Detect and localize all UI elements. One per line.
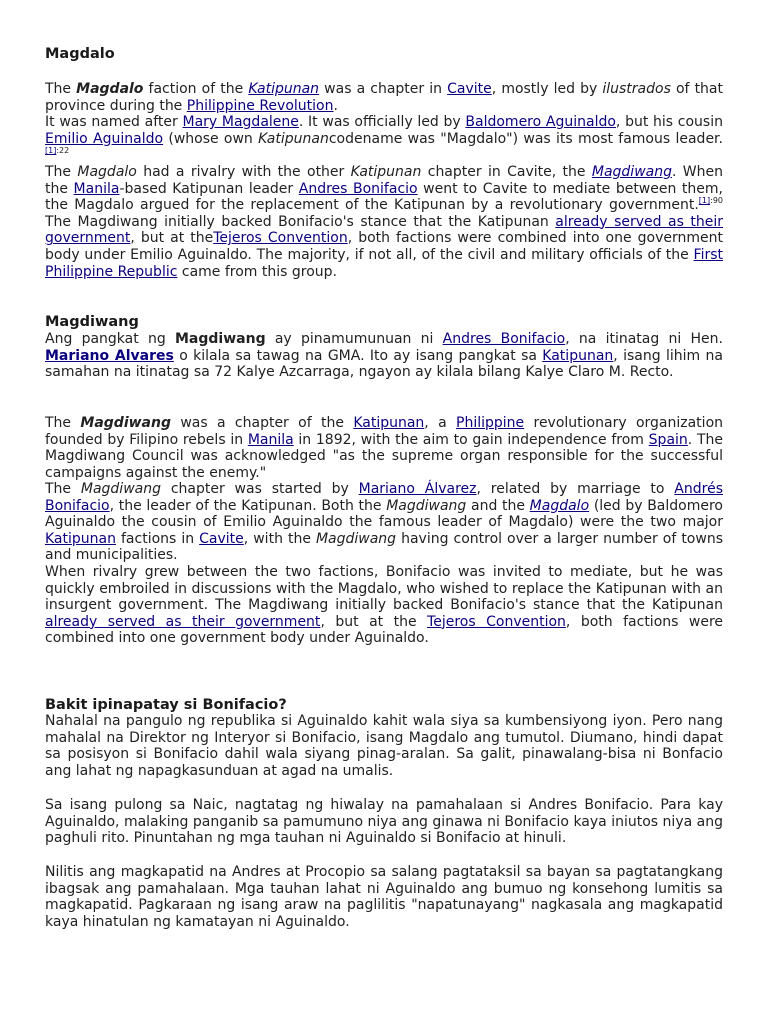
magdiwang-en-paragraph-3: [45, 564, 723, 647]
link-andres-bonifacio[interactable]: Andrés Bonifacio: [45, 481, 723, 514]
text: Ang pangkat ng: [45, 331, 175, 347]
text: ay pinamumunuan ni: [265, 331, 443, 347]
link-spain[interactable]: Spain: [648, 431, 688, 448]
text: codename was "Magdalo") was its most famous leader.: [328, 130, 723, 147]
link-katipunan[interactable]: Katipunan: [542, 347, 614, 364]
text: . It was officially led by: [298, 114, 466, 130]
bonifacio-paragraph-1: Nahalal na pangulo ng republika si Aguinaldo kahit wala siya sa kumbensiyong iyon. Pero nang mahalal na Direktor ng Interyor si Bonifacio, isang Magdalo ang tumutol. Diumano, hindi dapat sa posisyon si Bonifacio dahil wala siyang pinag-aralan. Sa galit, pinawalang-bisa ni Bonfacio ang lahat ng napagkasunduan at agad na umalis.: [45, 713, 723, 779]
text: -based Katipunan leader: [119, 180, 299, 197]
text: having control over a larger number of towns and municipalities.: [45, 530, 723, 564]
link-cavite[interactable]: Cavite: [447, 81, 492, 97]
link-emilio-aguinaldo[interactable]: Emilio Aguinaldo: [45, 130, 164, 147]
magdalo-paragraph-3: [45, 164, 723, 280]
link-tejeros-convention[interactable]: Tejeros Convention: [213, 230, 348, 247]
text: faction of the: [143, 81, 249, 97]
term-katipunan: Katipunan: [350, 164, 422, 180]
text: , but his cousin: [615, 114, 723, 130]
text: The: [45, 81, 77, 97]
text: chapter in Cavite, the: [421, 164, 592, 180]
citation-link[interactable]: [1]: [698, 196, 711, 206]
text: When rivalry grew between the two factions, Bonifacio was invited to mediate, but he was quickly embroiled in discussions with the Magdalo, who wished to replace the Katipunan with an insurgent government. The Magdiwang initially backed Bonifacio's stance that the Katipunan: [45, 564, 723, 614]
link-already-served[interactable]: already served as their government: [45, 213, 724, 247]
text: The: [45, 164, 78, 180]
text: , both factions were combined into one government body under Aguinaldo.: [45, 613, 724, 647]
text: , with the: [243, 530, 316, 547]
magdiwang-tl-paragraph: [45, 331, 723, 381]
text: and the: [466, 497, 530, 514]
text: , but at the: [130, 230, 214, 247]
text: was a chapter in: [319, 81, 448, 97]
text: It was named after: [45, 114, 183, 130]
term-magdalo: Magdalo: [76, 81, 144, 97]
text: , but at the: [320, 613, 428, 630]
link-katipunan[interactable]: Katipunan: [45, 530, 116, 547]
text: The: [45, 481, 81, 497]
citation[interactable]: [699, 196, 723, 205]
bonifacio-paragraph-3: Nilitis ang magkapatid na Andres at Procopio sa salang pagtataksil sa bayan sa pagtatangkang ibagsak ang pamahalaan. Mga tauhan lahat ni Aguinaldo ang bumuo ng konsehong lumitis sa magkapatid. Pagkaraan ng isang araw na paglilitis "napatunayang" nagkasala ang magkapatid kaya hinatulan ng kamatayan ni Aguinaldo.: [45, 864, 723, 930]
text: of that province during the: [45, 81, 723, 114]
bonifacio-paragraph-2: Sa isang pulong sa Naic, nagtatag ng hiwalay na pamahalaan si Andres Bonifacio. Para kay Aguinaldo, malaking panganib sa pamumuno niya ang ginawa ni Bonifacio kaya iniutos niya ang paghuli rito. Pinuntahan ng mga tauhan ni Aguinaldo si Bonifacio at hinuli.: [45, 797, 723, 847]
text: had a rivalry with the other: [136, 164, 351, 180]
text: revolutionary organization founded by Filipino rebels in: [45, 415, 724, 448]
text: , related by marriage to: [476, 481, 675, 497]
link-magdalo[interactable]: Magdalo: [529, 497, 590, 514]
term-ilustrados: ilustrados: [602, 81, 671, 97]
link-katipunan[interactable]: Katipunan: [248, 81, 320, 97]
text: , both factions were combined into one government body under Emilio Aguinaldo. The majority, if not all, of the civil and military officials of the: [45, 230, 724, 263]
text: The Magdiwang initially backed Bonifacio's stance that the Katipunan: [45, 213, 556, 230]
text: chapter was started by: [161, 481, 359, 497]
link-katipunan[interactable]: Katipunan: [353, 415, 425, 431]
term-magdiwang: Magdiwang: [80, 415, 171, 431]
text: , na itinatag ni Hen.: [565, 331, 723, 347]
citation-page: :90: [710, 196, 723, 206]
text: was a chapter of the: [170, 415, 354, 431]
text: came from this group.: [177, 263, 337, 280]
text: . When the: [45, 164, 724, 197]
link-philippine[interactable]: Philippine: [456, 415, 525, 431]
heading-magdalo: Magdalo: [45, 46, 115, 62]
text: (whose own: [163, 130, 259, 147]
term-magdiwang: Magdiwang: [175, 331, 266, 347]
citation-link[interactable]: [1]: [45, 146, 57, 156]
text: , isang lihim na samahan na itinatag sa 72 Kalye Azcarraga, ngayon ay kilala bilang Kalye Claro M. Recto.: [45, 347, 723, 381]
link-manila[interactable]: Manila: [247, 431, 294, 448]
link-philippine-revolution[interactable]: Philippine Revolution: [186, 97, 334, 114]
link-cavite[interactable]: Cavite: [199, 530, 244, 547]
text: .: [333, 97, 338, 114]
text: The: [45, 415, 81, 431]
link-manila[interactable]: Manila: [73, 180, 120, 197]
link-mariano-alvarez[interactable]: Mariano Álvarez: [358, 481, 477, 497]
link-already-served[interactable]: already served as their government: [45, 613, 321, 630]
term-magdiwang: Magdiwang: [315, 530, 397, 547]
citation[interactable]: [45, 146, 69, 155]
text: . The Magdiwang Council was acknowledged "as the supreme organ responsible for the successful campaigns against the enemy.": [45, 431, 723, 481]
link-andres-bonifacio[interactable]: Andres Bonifacio: [298, 180, 418, 197]
term-katipunan: Katipunan: [258, 130, 329, 147]
magdalo-paragraph-2: [45, 114, 723, 164]
link-tejeros-convention[interactable]: Tejeros Convention: [427, 613, 566, 630]
text: , a: [424, 415, 457, 431]
text: factions in: [115, 530, 200, 547]
link-mariano-alvares[interactable]: Mariano Alvares: [45, 347, 174, 364]
link-magdiwang[interactable]: Magdiwang: [591, 164, 672, 180]
term-magdiwang: Magdiwang: [386, 497, 467, 514]
magdiwang-en-paragraph-1: [45, 415, 723, 481]
magdalo-paragraph-1: [45, 81, 723, 114]
heading-bonifacio: Bakit ipinapatay si Bonifacio?: [45, 697, 287, 713]
link-baldomero-aguinaldo[interactable]: Baldomero Aguinaldo: [465, 114, 616, 130]
link-andres-bonifacio[interactable]: Andres Bonifacio: [442, 331, 566, 347]
text: went to Cavite to mediate between them, the Magdalo argued for the replacement of the Katipunan by a revolutionary government.: [45, 180, 723, 214]
text: , mostly led by: [491, 81, 603, 97]
text: o kilala sa tawag na GMA. Ito ay isang pangkat sa: [173, 347, 543, 364]
link-mary-magdalene[interactable]: Mary Magdalene: [182, 114, 299, 130]
citation-page: :22: [56, 146, 70, 156]
magdiwang-en-paragraph-2: [45, 481, 723, 564]
link-first-philippine-republic[interactable]: First Philippine Republic: [45, 246, 723, 280]
term-magdalo: Magdalo: [77, 164, 137, 180]
term-magdiwang: Magdiwang: [80, 481, 161, 497]
text: , the leader of the Katipunan. Both the: [109, 497, 387, 514]
text: (led by Baldomero Aguinaldo the cousin of Emilio Aguinaldo the famous leader of Magdalo) were the two major: [45, 497, 723, 531]
text: in 1892, with the aim to gain independence from: [293, 431, 649, 448]
heading-magdiwang: Magdiwang: [45, 314, 139, 330]
